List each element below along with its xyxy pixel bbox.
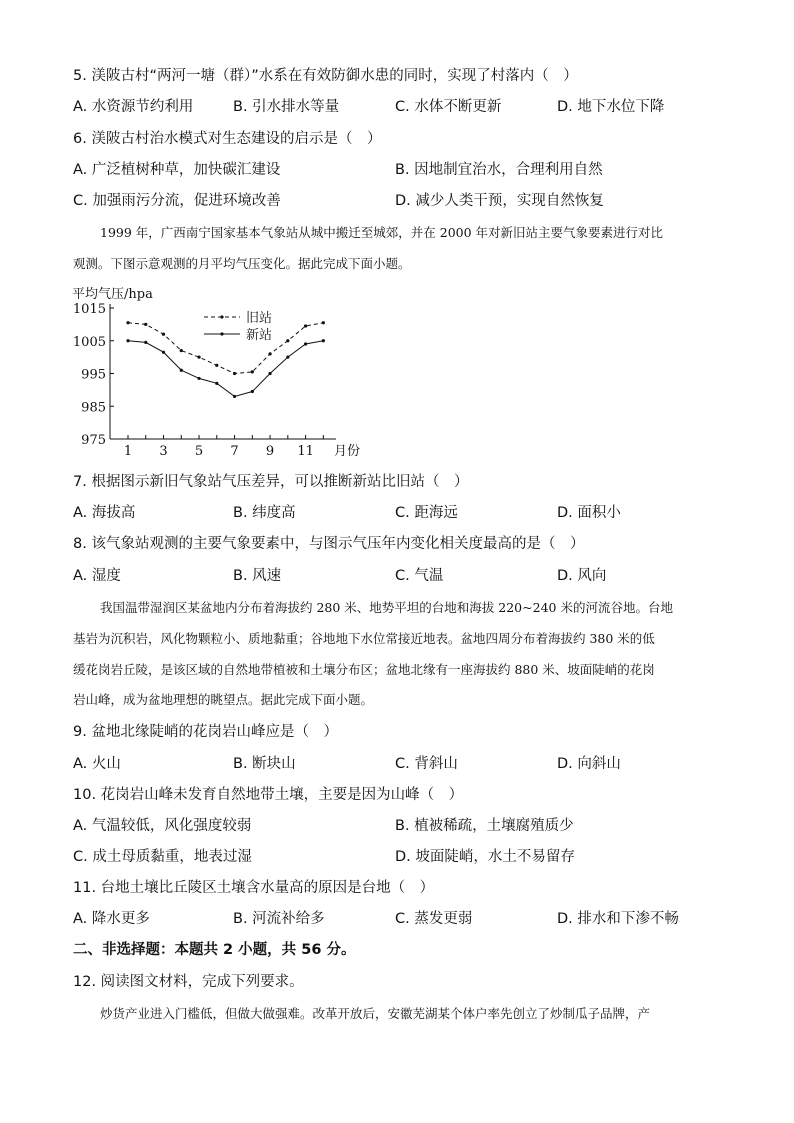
q11-option-c: C. 蒸发更弱 <box>395 911 473 927</box>
q6-option-a: A. 广泛植树种草，加快碳汇建设 <box>73 162 281 178</box>
q6-option-d: D. 减少人类干预，实现自然恢复 <box>395 193 604 209</box>
section-2-heading: 二、非选择题：本题共 2 小题，共 56 分。 <box>73 942 356 958</box>
q8-option-c: C. 气温 <box>395 568 444 584</box>
q7-option-a: A. 海拔高 <box>73 505 136 521</box>
x-tick-label: 3 <box>159 444 168 459</box>
q5-option-c: C. 水体不断更新 <box>395 99 502 115</box>
q7-option-c: C. 距海远 <box>395 505 458 521</box>
data-point <box>197 377 200 380</box>
q11-option-b: B. 河流补给多 <box>233 911 325 927</box>
data-point <box>126 321 129 324</box>
material2-line-2: 基岩为沉积岩，风化物颗粒小、质地黏重；谷地地下水位常接近地表。盆地四周分布着海拔约 380 米的低 <box>73 631 655 646</box>
data-point <box>286 356 289 359</box>
material2-line-3: 缓花岗岩丘陵，是该区域的自然地带植被和土壤分布区；盆地北缘有一座海拔约 880 米、坡面陡峭的花岗 <box>73 662 655 677</box>
data-point <box>162 351 165 354</box>
data-point <box>251 370 254 373</box>
q8-option-a: A. 湿度 <box>73 568 121 584</box>
q6-option-c: C. 加强雨污分流，促进环境改善 <box>73 193 281 209</box>
legend-marker <box>220 315 223 318</box>
q10-stem: 10. 花岗岩山峰未发育自然地带土壤，主要是因为山峰（ ） <box>73 787 464 803</box>
series-lines <box>126 321 325 398</box>
q5-option-b: B. 引水排水等量 <box>233 99 340 115</box>
y-axis-title: 平均气压/hpa <box>72 287 153 302</box>
y-tick-label: 985 <box>81 400 106 416</box>
data-point <box>233 395 236 398</box>
q5-stem: 5. 渼陂古村“两河一塘（群）”水系在有效防御水患的同时，实现了村落内（ ） <box>73 68 578 84</box>
q9-stem: 9. 盆地北缘陡峭的花岗岩山峰应是（ ） <box>73 724 338 740</box>
legend-label: 旧站 <box>246 311 273 326</box>
q7-stem: 7. 根据图示新旧气象站气压差异，可以推断新站比旧站（ ） <box>73 474 469 490</box>
y-tick-label: 995 <box>81 367 106 383</box>
data-point <box>180 369 183 372</box>
x-tick-label: 5 <box>194 444 204 459</box>
y-tick-label: 975 <box>81 433 106 448</box>
x-tick-label: 11 <box>297 444 314 459</box>
q9-option-a: A. 火山 <box>73 756 121 772</box>
material1-line-2: 观测。下图示意观测的月平均气压变化。据此完成下面小题。 <box>73 256 411 271</box>
legend-marker <box>220 332 223 335</box>
data-point <box>126 339 129 342</box>
x-tick-label: 1 <box>123 444 133 459</box>
q10-option-a: A. 气温较低，风化强度较弱 <box>73 818 252 834</box>
q6-option-b: B. 因地制宜治水，合理利用自然 <box>395 162 603 178</box>
x-axis-title: 月份 <box>334 444 361 459</box>
q5-option-a: A. 水资源节约利用 <box>73 99 194 115</box>
data-point <box>233 372 236 375</box>
data-point <box>215 364 218 367</box>
q10-option-c: C. 成土母质黏重，地表过湿 <box>73 849 252 865</box>
data-point <box>322 321 325 324</box>
legend-label: 新站 <box>246 328 273 343</box>
y-tick-label: 1015 <box>72 302 106 317</box>
y-tick-label: 1005 <box>72 334 106 350</box>
chart-legend <box>204 310 272 343</box>
q8-stem: 8. 该气象站观测的主要气象要素中，与图示气压年内变化相关度最高的是（ ） <box>73 536 585 552</box>
data-point <box>180 349 183 352</box>
q10-option-b: B. 植被稀疏，土壤腐殖质少 <box>395 818 574 834</box>
q5-option-d: D. 地下水位下降 <box>557 99 665 115</box>
data-point <box>304 324 307 327</box>
series-line-old-station <box>128 323 323 374</box>
q9-option-d: D. 向斜山 <box>557 756 621 772</box>
q11-stem: 11. 台地土壤比丘陵区土壤含水量高的原因是台地（ ） <box>73 880 435 896</box>
x-tick-label: 9 <box>265 444 275 459</box>
data-point <box>268 372 271 375</box>
material1-line-1: 1999 年，广西南宁国家基本气象站从城中搬迁至城郊，并在 2000 年对新旧站主要气象要素进行对比 <box>100 225 664 240</box>
x-tick-label: 7 <box>230 444 239 459</box>
q12-stem: 12. 阅读图文材料，完成下列要求。 <box>73 974 304 990</box>
data-point <box>268 352 271 355</box>
data-point <box>251 390 254 393</box>
q8-option-d: D. 风向 <box>557 568 607 584</box>
q11-option-d: D. 排水和下渗不畅 <box>557 911 679 927</box>
q7-option-b: B. 纬度高 <box>233 505 296 521</box>
data-point <box>162 333 165 336</box>
q8-option-b: B. 风速 <box>233 568 282 584</box>
data-point <box>144 323 147 326</box>
data-point <box>304 342 307 345</box>
q11-option-a: A. 降水更多 <box>73 911 150 927</box>
data-point <box>215 382 218 385</box>
data-point <box>286 339 289 342</box>
material2-line-4: 岩山峰，成为盆地理想的眺望点。据此完成下面小题。 <box>73 692 374 707</box>
q9-option-c: C. 背斜山 <box>395 756 458 772</box>
y-tick-labels <box>73 302 114 448</box>
q10-option-d: D. 坡面陡峭，水土不易留存 <box>395 849 575 865</box>
q12-paragraph: 炒货产业进入门槛低，但做大做强难。改革开放后，安徽芜湖某个体户率先创立了炒制瓜子品牌，产 <box>100 1006 651 1021</box>
data-point <box>322 339 325 342</box>
material2-line-1: 我国温带湿润区某盆地内分布着海拔约 280 米、地势平坦的台地和海拔 220~240 米的河流谷地。台地 <box>100 600 673 615</box>
q6-stem: 6. 渼陂古村治水模式对生态建设的启示是（ ） <box>73 131 382 147</box>
pressure-line-chart <box>66 284 366 460</box>
q7-option-d: D. 面积小 <box>557 505 621 521</box>
data-point <box>144 341 147 344</box>
q9-option-b: B. 断块山 <box>233 756 296 772</box>
data-point <box>197 356 200 359</box>
series-line-new-station <box>128 341 323 397</box>
